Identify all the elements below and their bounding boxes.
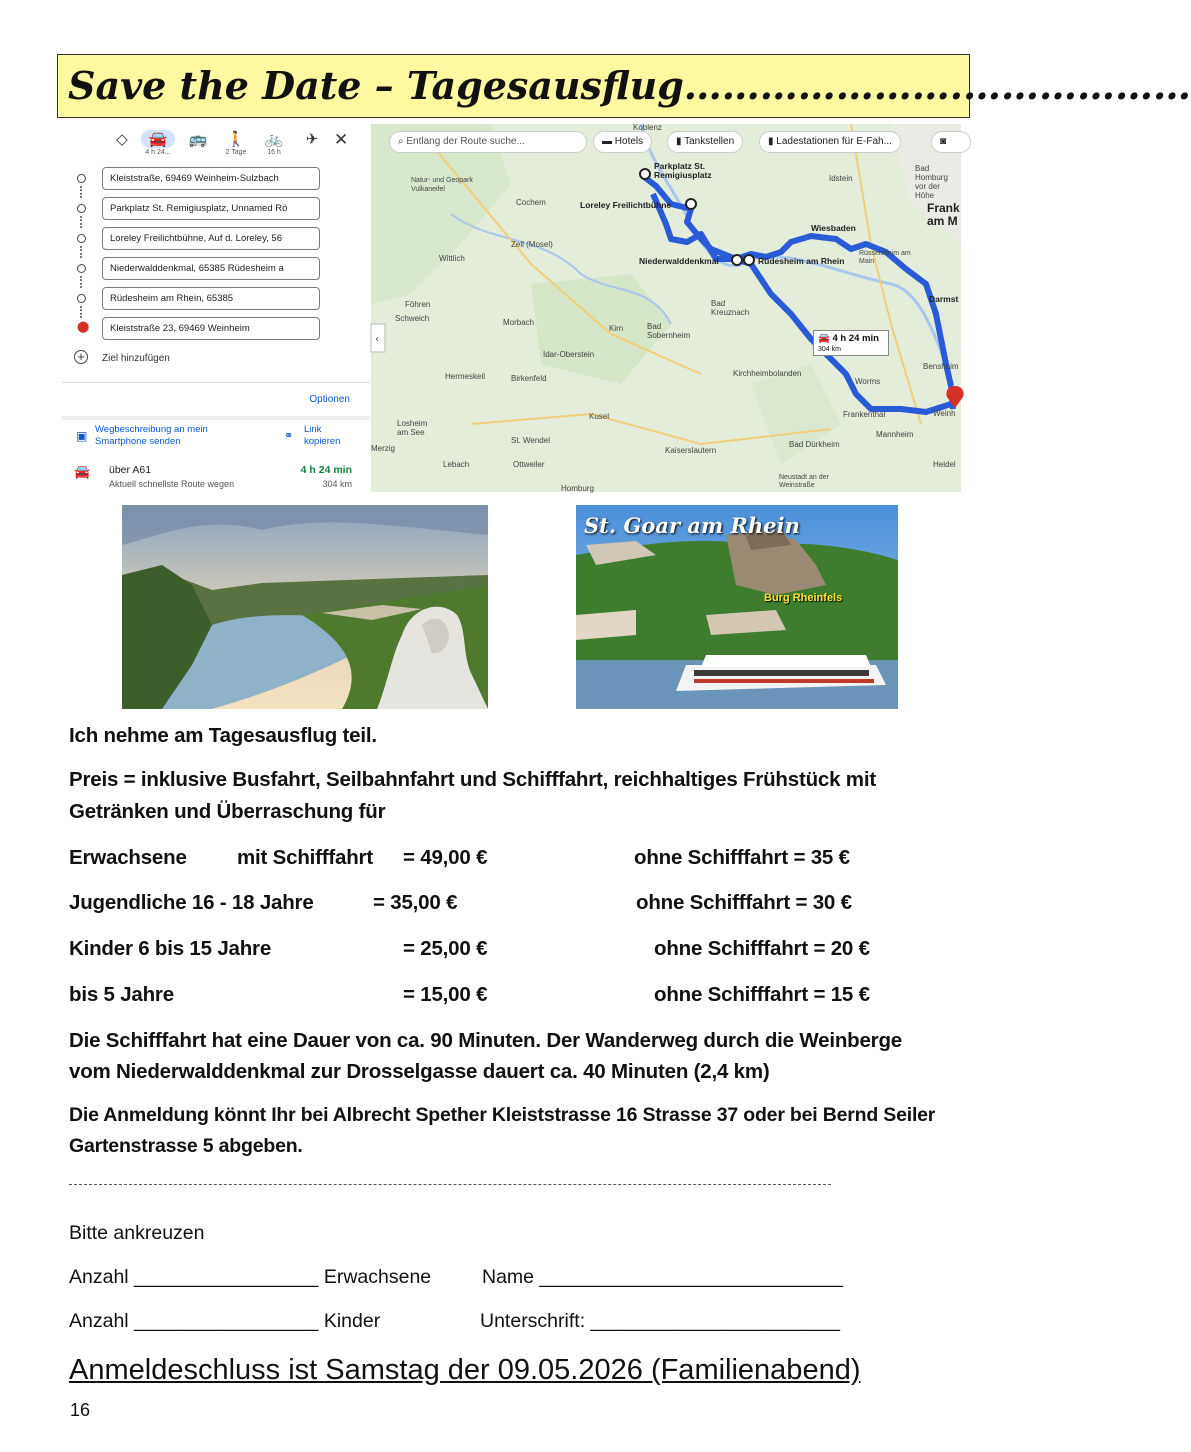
chip-label: Tankstellen xyxy=(684,136,735,147)
waypoint-dot-icon xyxy=(77,234,86,243)
ev-charger-icon: ▮ xyxy=(768,136,777,147)
place-label: Loreley Freilichtbühne xyxy=(580,200,672,210)
place-label: Birkenfeld xyxy=(511,374,547,383)
cut-line xyxy=(69,1184,831,1185)
price-extra: mit Schifffahrt xyxy=(237,846,373,869)
route-search-input[interactable] xyxy=(389,131,587,153)
st-goar-photo xyxy=(576,505,898,709)
place-label: Zell (Mosel) xyxy=(511,240,553,249)
bed-icon: ▬ xyxy=(602,136,615,147)
place-label: Wiesbaden xyxy=(811,223,856,233)
waypoint-input-2[interactable]: Parkplatz St. Remigiusplatz, Unnamed Rö xyxy=(102,197,320,220)
svg-text:‹: ‹ xyxy=(375,334,379,345)
price-label: Jugendliche 16 - 18 Jahre xyxy=(69,891,314,914)
participation-text: Ich nehme am Tagesausflug teil. xyxy=(69,724,377,747)
camera-icon: ◙ xyxy=(940,136,947,147)
loreley-image xyxy=(122,505,488,709)
place-label: Mannheim xyxy=(876,430,914,439)
waypoint-input-3[interactable]: Loreley Freilichtbühne, Auf d. Loreley, 56 xyxy=(102,227,320,250)
divider xyxy=(62,416,370,420)
route-option[interactable] xyxy=(62,460,370,492)
travel-mode-bar xyxy=(102,130,362,164)
place-label: Parkplatz St. Remigiusplatz xyxy=(654,161,712,180)
form-hint: Bitte ankreuzen xyxy=(69,1222,205,1244)
signature-field[interactable]: Unterschrift: _______________________ xyxy=(480,1310,840,1332)
car-icon[interactable]: 🚘 4 h 24... xyxy=(138,130,178,164)
route-connector xyxy=(80,306,83,318)
route-description: Aktuell schnellste Route wegen xyxy=(109,479,235,489)
price-without: ohne Schifffahrt = 30 € xyxy=(636,891,852,914)
place-label: Bensheim xyxy=(923,362,959,371)
waypoint-input-4[interactable]: Niederwalddenkmal, 65385 Rüdesheim a xyxy=(102,257,320,280)
waypoint-dot-icon xyxy=(77,174,86,183)
walk-icon[interactable]: 🚶 2 Tage xyxy=(225,131,247,156)
destination-pin-icon: ⬤ xyxy=(77,321,90,333)
place-label: Kusel xyxy=(589,412,610,421)
adults-count-field[interactable]: Anzahl _________________ Erwachsene xyxy=(69,1266,432,1288)
waypoint-input-6[interactable]: Kleiststraße 23, 69469 Weinheim xyxy=(102,317,320,340)
route-via: über A61 xyxy=(109,464,152,476)
price-without: ohne Schifffahrt = 35 € xyxy=(634,846,850,869)
place-label: Kirn xyxy=(609,324,624,333)
place-label: Bad Dürkheim xyxy=(789,440,840,449)
place-label: St. Wendel xyxy=(511,436,550,445)
place-label: Bad Sobernheim xyxy=(647,322,691,340)
send-row xyxy=(62,422,370,452)
place-label: Morbach xyxy=(503,318,535,327)
route-search-placeholder: Entlang der Route suche... xyxy=(406,136,525,147)
chip-gas-stations[interactable] xyxy=(667,131,743,153)
chip-camera[interactable] xyxy=(931,131,971,153)
plane-icon[interactable]: ✈ xyxy=(305,131,319,148)
chip-label: Ladestationen für E-Fah... xyxy=(776,136,892,147)
place-label: Frank am M xyxy=(927,201,960,228)
place-label: Idstein xyxy=(829,174,853,183)
place-label: Rüsselsheim am Main xyxy=(859,250,911,265)
waypoint-dot-icon xyxy=(77,294,86,303)
place-label: Niederwalddenkmal xyxy=(639,256,719,266)
name-field[interactable]: Name ____________________________ xyxy=(482,1266,844,1288)
place-label: Homburg xyxy=(561,484,594,493)
place-label: Neustadt an der Weinstraße xyxy=(779,474,829,489)
route-map[interactable] xyxy=(371,124,961,492)
route-connector xyxy=(80,246,83,258)
divider xyxy=(62,382,370,383)
chip-label: Hotels xyxy=(614,136,644,147)
car-icon: 🚘 xyxy=(74,464,91,479)
place-label: Frankenthal xyxy=(843,410,886,419)
waypoint-input-1[interactable]: Kleiststraße, 69469 Weinheim-Sulzbach xyxy=(102,167,320,190)
route-panel xyxy=(62,124,370,492)
route-connector xyxy=(80,186,83,198)
place-label: Natur- und Geopark Vulkaneifel xyxy=(411,177,473,193)
place-label: Ottweiler xyxy=(513,460,545,469)
car-icon: 🚘 xyxy=(818,333,833,344)
children-count-field[interactable]: Anzahl _________________ Kinder xyxy=(69,1310,381,1332)
diamond-icon[interactable]: ◇ xyxy=(116,131,128,148)
bus-icon[interactable]: 🚌 xyxy=(188,131,208,148)
callout-time: 4 h 24 min xyxy=(832,333,879,344)
price-value: = 25,00 € xyxy=(403,937,488,960)
chip-hotels[interactable] xyxy=(593,131,652,153)
registration-deadline: Anmeldeschluss ist Samstag der 09.05.2026 (Familienabend) xyxy=(69,1354,861,1386)
place-label: Kaiserslautern xyxy=(665,446,717,455)
place-label: Hermeskeil xyxy=(445,372,486,381)
gas-icon: ▮ xyxy=(676,136,685,147)
duration-line1: Die Schifffahrt hat eine Dauer von ca. 90 Minuten. Der Wanderweg durch die Weinberge xyxy=(69,1029,902,1052)
page-title: Save the Date – Tagesausflug………………….……………… xyxy=(57,54,970,118)
place-label: Idar-Oberstein xyxy=(543,350,595,359)
price-info-line1: Preis = inklusive Busfahrt, Seilbahnfahrt und Schifffahrt, reichhaltiges Frühstück mit xyxy=(69,768,876,791)
price-label: Kinder 6 bis 15 Jahre xyxy=(69,937,272,960)
place-label: Weinh xyxy=(933,409,956,418)
duration-line2: vom Niederwalddenkmal zur Drosselgasse dauert ca. 40 Minuten (2,4 km) xyxy=(69,1060,770,1083)
price-value: = 35,00 € xyxy=(373,891,458,914)
place-label: Wittlich xyxy=(439,254,465,263)
waypoint-dot-icon xyxy=(77,264,86,273)
route-time-callout xyxy=(813,330,889,356)
callout-distance: 304 km xyxy=(818,346,841,353)
link-icon: ⚭ xyxy=(284,430,294,442)
place-label: Föhren xyxy=(405,300,431,309)
place-label: Merzig xyxy=(371,444,396,453)
waypoint-input-5[interactable]: Rüdesheim am Rhein, 65385 xyxy=(102,287,320,310)
place-label: Schweich xyxy=(395,314,430,323)
options-link[interactable]: Optionen xyxy=(309,394,350,405)
registration-line1: Die Anmeldung könnt Ihr bei Albrecht Spether Kleiststrasse 16 Strasse 37 oder bei Bernd Seiler xyxy=(69,1104,936,1126)
place-label: Losheim am See xyxy=(397,419,428,437)
price-info-line2: Getränken und Überraschung für xyxy=(69,800,386,823)
price-without: ohne Schifffahrt = 15 € xyxy=(654,983,870,1006)
place-label: Bad Homburg vor der Höhe xyxy=(915,164,948,200)
route-connector xyxy=(80,216,83,228)
route-time: 4 h 24 min xyxy=(300,464,352,476)
place-label: Kirchheimbolanden xyxy=(733,369,802,378)
price-label: Erwachsene xyxy=(69,846,187,869)
loreley-photo xyxy=(122,505,488,709)
place-label: Worms xyxy=(855,377,881,386)
place-label: Rüdesheim am Rhein xyxy=(758,256,845,266)
registration-line2: Gartenstrasse 5 abgeben. xyxy=(69,1135,303,1157)
add-destination-label: Ziel hinzufügen xyxy=(102,353,170,364)
route-distance: 304 km xyxy=(322,479,352,489)
place-label: Cochem xyxy=(516,198,546,207)
copy-link-button[interactable]: Link kopieren xyxy=(304,424,341,447)
place-label: Darmst xyxy=(929,294,959,304)
photo-label: Burg Rheinfels xyxy=(764,592,843,604)
photo-caption: St. Goar am Rhein xyxy=(584,513,800,538)
bike-icon[interactable]: 🚲 16 h xyxy=(264,131,284,156)
send-to-phone-link[interactable]: Wegbeschreibung an mein Smartphone senden xyxy=(95,424,208,447)
place-label: Heidel xyxy=(933,460,956,469)
page-number: 16 xyxy=(70,1400,91,1420)
plus-icon: + xyxy=(74,350,88,364)
waypoint-dot-icon xyxy=(77,204,86,213)
add-destination-button[interactable] xyxy=(74,350,170,364)
place-label: Bad Kreuznach xyxy=(711,299,750,317)
place-label: Lebach xyxy=(443,460,470,469)
price-label: bis 5 Jahre xyxy=(69,983,174,1006)
route-connector xyxy=(80,276,83,288)
search-icon: ⌕ xyxy=(398,136,407,147)
chip-ev-charging[interactable] xyxy=(759,131,901,153)
price-without: ohne Schifffahrt = 20 € xyxy=(654,937,870,960)
phone-icon: ▣ xyxy=(76,429,88,443)
close-icon[interactable]: ✕ xyxy=(334,130,349,149)
price-value: = 49,00 € xyxy=(403,846,488,869)
price-value: = 15,00 € xyxy=(403,983,488,1006)
place-label: Koblenz xyxy=(633,123,662,132)
